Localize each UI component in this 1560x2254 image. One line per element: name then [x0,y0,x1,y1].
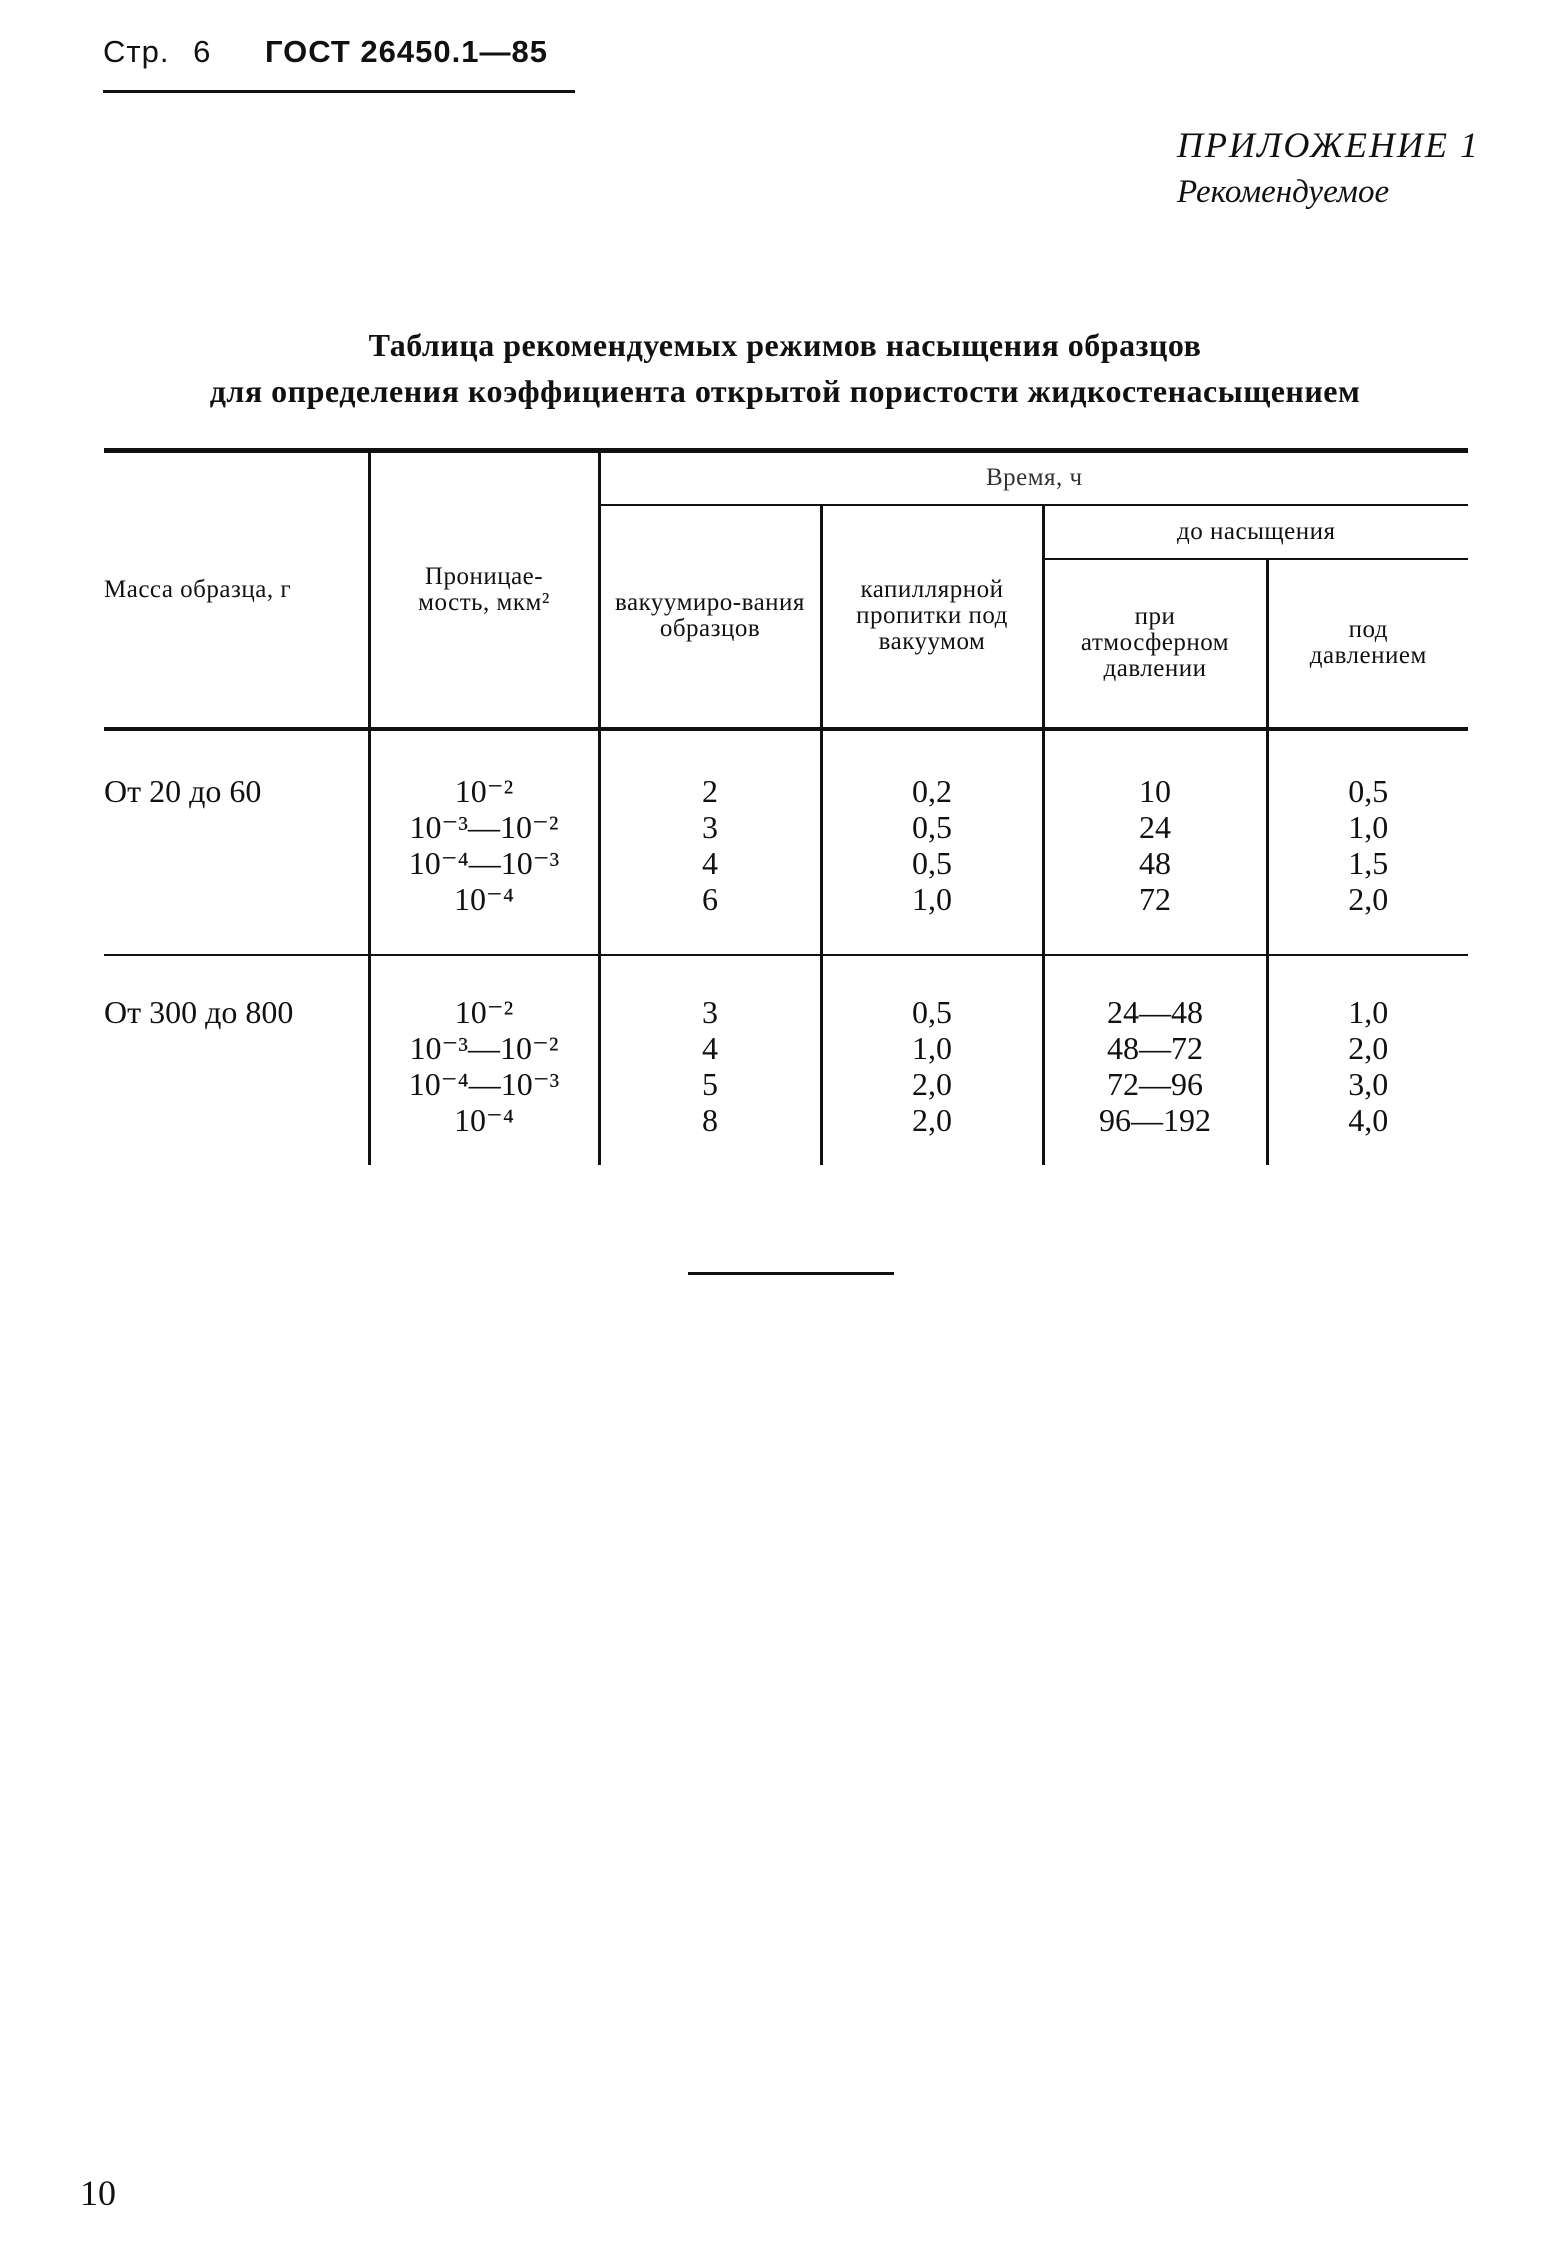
table-title [100,322,1470,414]
appendix-label [1177,124,1480,211]
cell-vacuum: 3 4 5 8 [599,955,821,1165]
cell-mass: От 300 до 800 [104,955,369,1165]
col-header-mass: Масса образца, г [104,451,369,729]
table-row-group-1 [104,729,1468,955]
table-row-group-2 [104,955,1468,1165]
page-number-bottom: 10 [80,2173,116,2213]
cell-pressure: 0,5 1,0 1,5 2,0 [1267,729,1468,955]
col-header-capillary: капиллярной пропитки под вакуумом [821,505,1043,729]
cell-pressure: 1,0 2,0 3,0 4,0 [1267,955,1468,1165]
table-title-line1: Таблица рекомендуемых режимов насыщения образцов [368,327,1202,363]
page-number-top: 6 [193,34,212,69]
col-header-permeability: Проницае-мость, мкм² [369,451,599,729]
cell-atmospheric: 10 24 48 72 [1043,729,1267,955]
end-rule [688,1272,894,1275]
appendix-subtitle: Рекомендуемое [1177,174,1390,210]
cell-capillary: 0,5 1,0 2,0 2,0 [821,955,1043,1165]
cell-mass: От 20 до 60 [104,772,262,809]
col-header-time: Время, ч [599,451,1468,505]
col-header-vacuum: вакуумиро-вания образцов [599,505,821,729]
standard-id: ГОСТ 26450.1—85 [264,34,548,69]
cell-capillary: 0,2 0,5 0,5 1,0 [821,729,1043,955]
col-header-atmospheric: при атмосферном давлении [1043,559,1267,729]
page-label: Стр. [103,34,170,69]
cell-vacuum: 2 3 4 6 [599,729,821,955]
col-header-saturation: до насыщения [1043,505,1468,559]
table-title-line2: для определения коэффициента открытой пористости жидкостенасыщением [209,373,1361,409]
cell-atmospheric: 24—48 48—72 72—96 96—192 [1043,955,1267,1165]
page-header [103,34,575,93]
appendix-title: ПРИЛОЖЕНИЕ 1 [1177,125,1480,165]
cell-permeability: 10⁻² 10⁻³—10⁻² 10⁻⁴—10⁻³ 10⁻⁴ [369,955,599,1165]
col-header-pressure: под давлением [1267,559,1468,729]
cell-permeability: 10⁻² 10⁻³—10⁻² 10⁻⁴—10⁻³ 10⁻⁴ [369,729,599,955]
saturation-table [104,448,1468,1165]
